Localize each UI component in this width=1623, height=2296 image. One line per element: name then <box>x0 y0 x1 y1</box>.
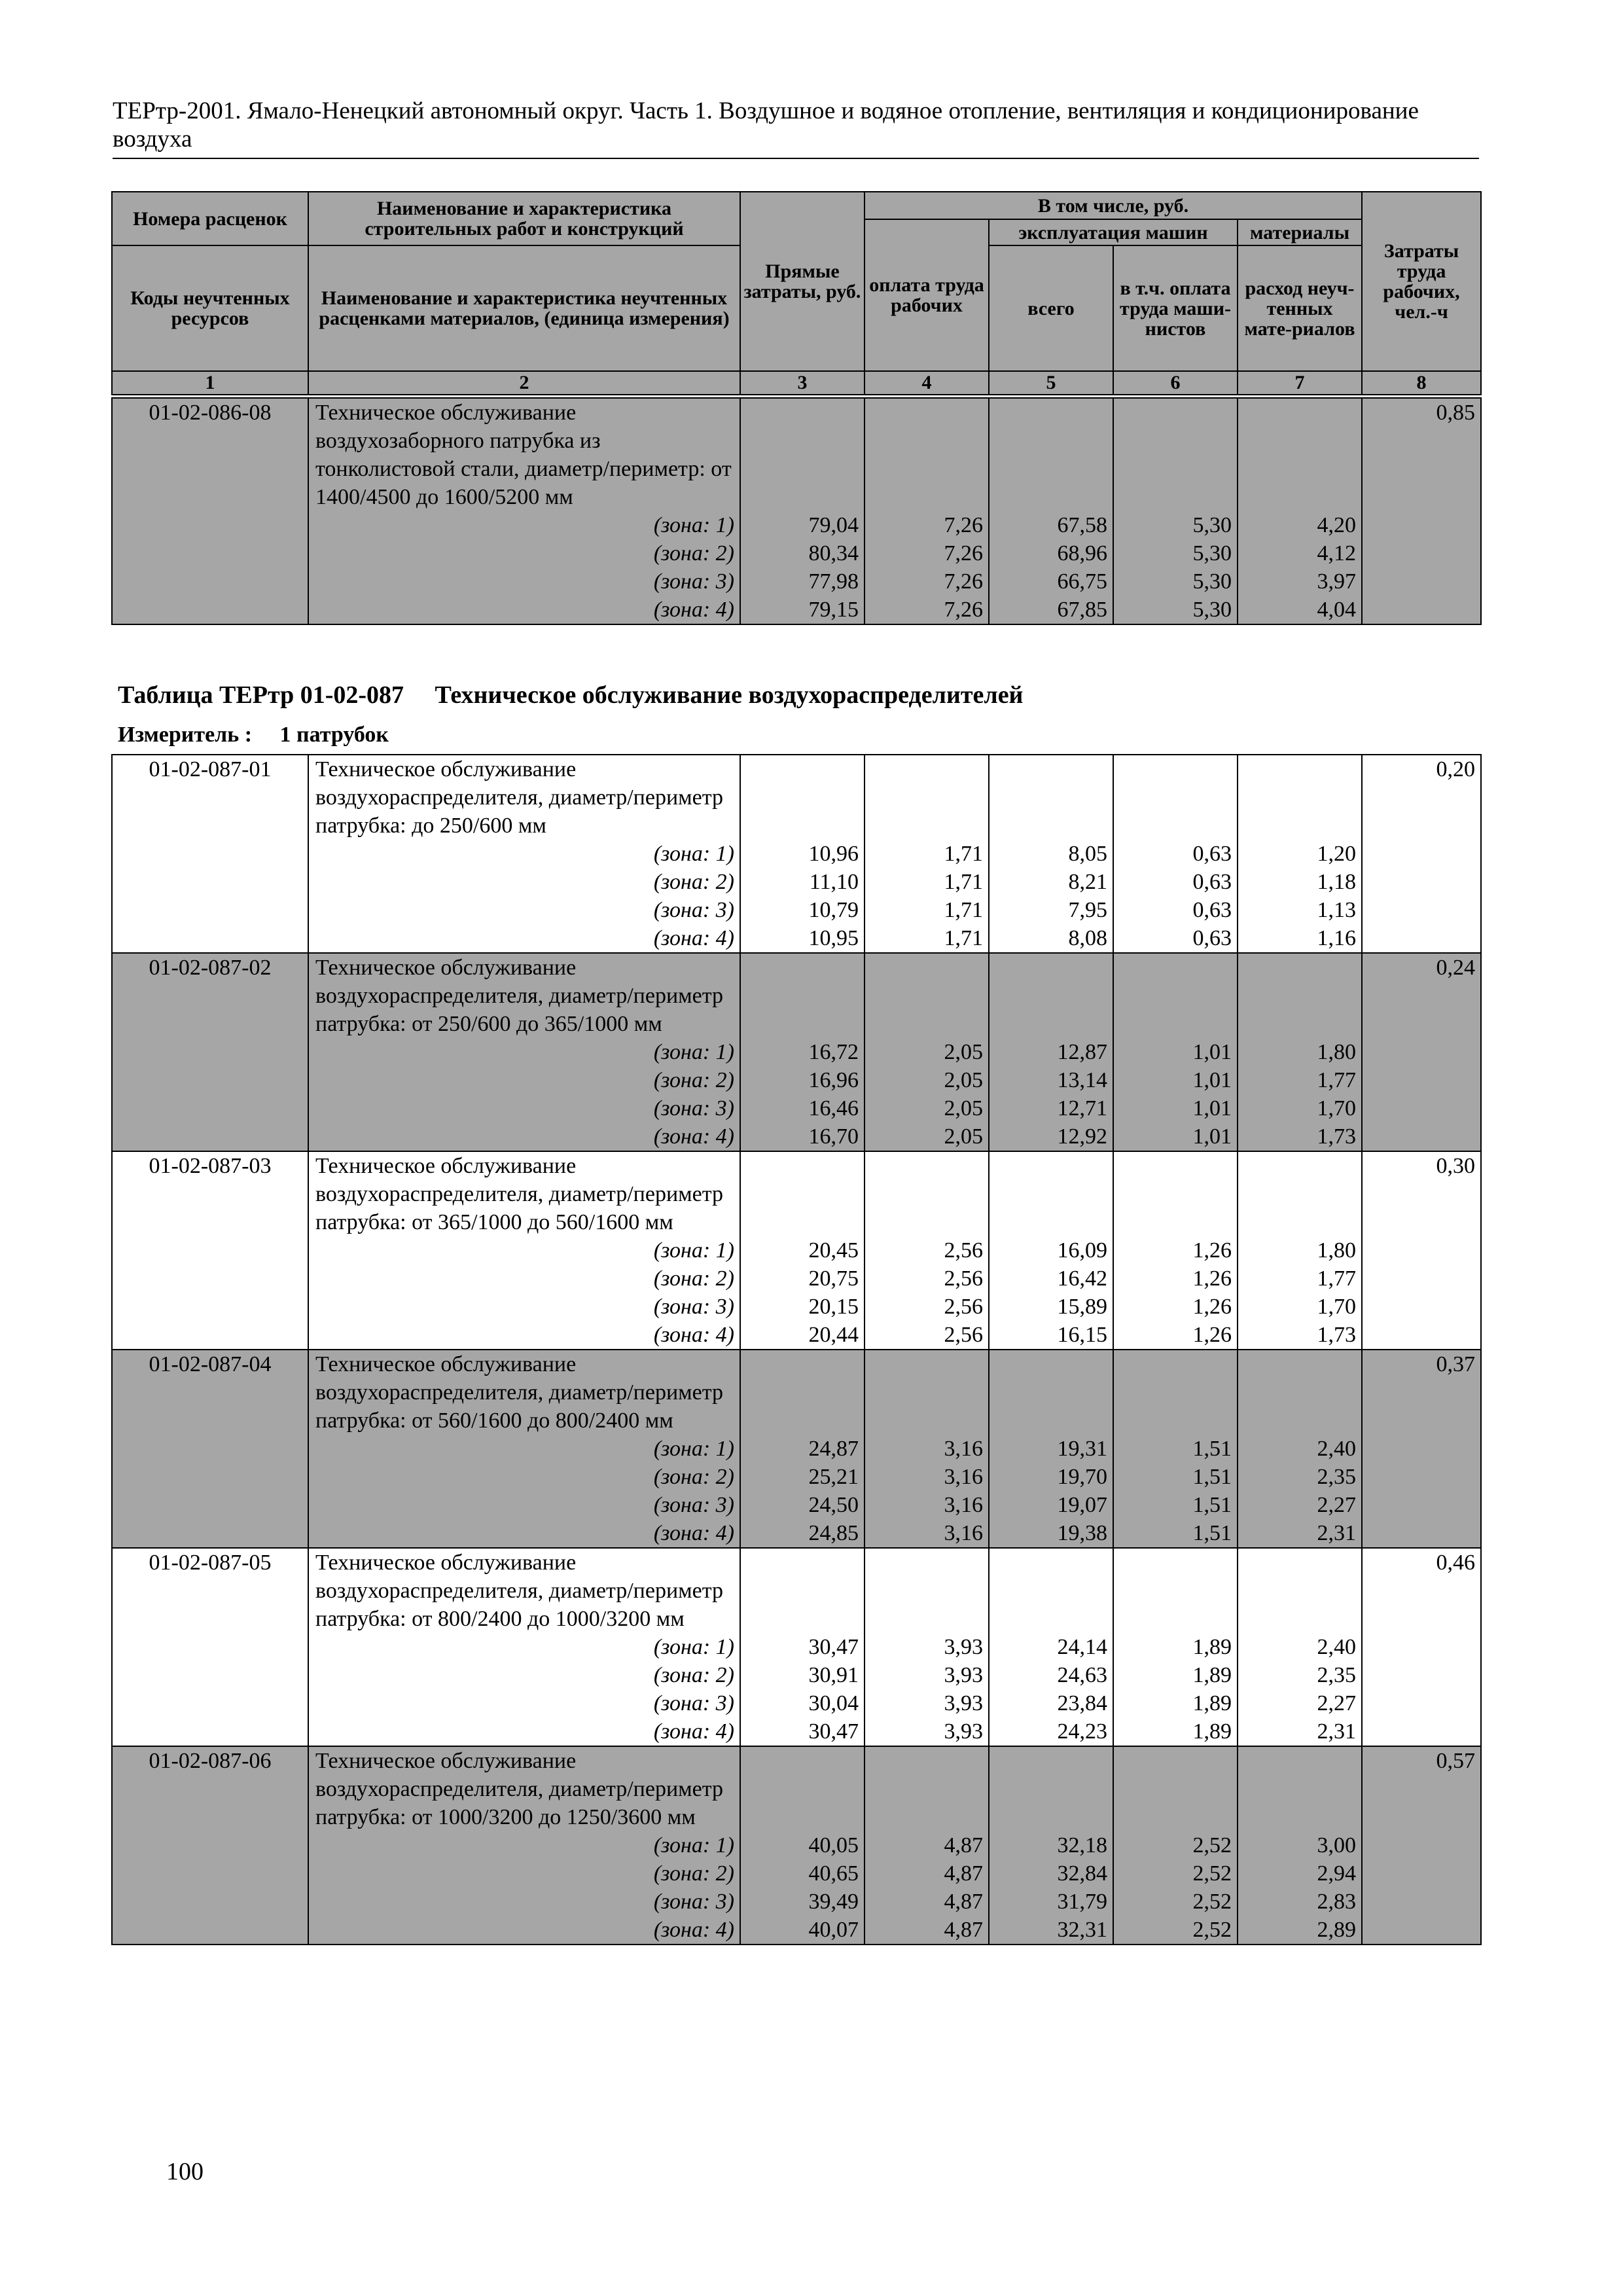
zone-value: 1,26 <box>1192 1323 1232 1347</box>
zone-value: 4,87 <box>944 1833 983 1857</box>
title-divider <box>113 158 1479 159</box>
column-number: 3 <box>740 371 865 395</box>
zone-value: 20,44 <box>808 1323 859 1347</box>
measurement-unit: Измеритель : 1 патрубок <box>118 723 389 747</box>
machinists-pay-cell <box>1113 755 1238 953</box>
zone-value: 1,13 <box>1317 898 1356 922</box>
zone-value: 0,63 <box>1192 842 1232 866</box>
zone-value: 2,05 <box>944 1040 983 1064</box>
zone-value: 1,70 <box>1317 1096 1356 1121</box>
zone-value: 5,30 <box>1192 569 1232 594</box>
zone-value: 16,15 <box>1057 1323 1107 1347</box>
rate-row <box>112 398 1481 624</box>
zone-value: 8,08 <box>1068 926 1107 950</box>
zone-value: 0,63 <box>1192 926 1232 950</box>
zone-value: 31,79 <box>1057 1890 1107 1914</box>
zone-value: 10,96 <box>808 842 859 866</box>
zone-value: 3,16 <box>944 1493 983 1517</box>
zone-value: 16,96 <box>808 1068 859 1092</box>
zone-value: 1,18 <box>1317 870 1356 894</box>
header-machines-total: всего <box>989 245 1113 371</box>
column-number: 4 <box>865 371 989 395</box>
zone-value: 3,16 <box>944 1437 983 1461</box>
zone-value: 32,18 <box>1057 1833 1107 1857</box>
zone-label: (зона: 3) <box>653 898 734 922</box>
zone-value: 1,01 <box>1192 1040 1232 1064</box>
labor-hours: 0,46 <box>1362 1548 1481 1746</box>
zone-value: 3,93 <box>944 1635 983 1659</box>
header-labor-hours: Затраты труда рабочих, чел.-ч <box>1362 192 1481 371</box>
zone-value: 79,04 <box>808 513 859 537</box>
zone-value: 24,85 <box>808 1521 859 1545</box>
zone-value: 3,16 <box>944 1521 983 1545</box>
zone-value: 1,71 <box>944 842 983 866</box>
zone-value: 67,85 <box>1057 598 1107 622</box>
zone-value: 39,49 <box>808 1890 859 1914</box>
zone-label: (зона: 4) <box>653 1719 734 1744</box>
zone-value: 4,87 <box>944 1918 983 1942</box>
zone-value: 67,58 <box>1057 513 1107 537</box>
machines-total-cell <box>989 755 1113 953</box>
zone-value: 1,80 <box>1317 1238 1356 1263</box>
rate-description: Техническое обслуживание воздухораспределителя, диаметр/периметр патрубка: от 365/1000 до 560/1600 мм <box>315 1154 724 1234</box>
zone-value: 16,09 <box>1057 1238 1107 1263</box>
direct-costs-cell <box>740 755 865 953</box>
zone-value: 77,98 <box>808 569 859 594</box>
rates-table-086 <box>111 397 1482 625</box>
zone-value: 1,70 <box>1317 1295 1356 1319</box>
rate-description: Техническое обслуживание воздухораспределителя, диаметр/периметр патрубка: от 250/600 до 365/1000 мм <box>315 956 724 1036</box>
zone-value: 25,21 <box>808 1465 859 1489</box>
zone-label: (зона: 1) <box>653 1635 734 1659</box>
rate-code: 01-02-087-02 <box>112 953 308 1151</box>
zone-value: 2,27 <box>1317 1493 1356 1517</box>
zone-label: (зона: 3) <box>653 1295 734 1319</box>
materials-cell <box>1238 755 1362 953</box>
zone-value: 1,51 <box>1192 1493 1232 1517</box>
zone-label: (зона: 4) <box>653 1918 734 1942</box>
zone-value: 1,51 <box>1192 1465 1232 1489</box>
zone-value: 8,21 <box>1068 870 1107 894</box>
labor-hours: 0,57 <box>1362 1746 1481 1945</box>
zone-value: 0,63 <box>1192 870 1232 894</box>
zone-value: 30,47 <box>808 1719 859 1744</box>
zone-value: 7,26 <box>944 541 983 565</box>
header-rate-numbers: Номера расценок <box>112 192 308 245</box>
zone-value: 10,79 <box>808 898 859 922</box>
rate-code: 01-02-087-01 <box>112 755 308 953</box>
zone-value: 2,40 <box>1317 1635 1356 1659</box>
zone-label: (зона: 3) <box>653 1890 734 1914</box>
zone-value: 2,27 <box>1317 1691 1356 1715</box>
labor-pay-cell <box>865 1548 989 1746</box>
zone-label: (зона: 1) <box>653 513 734 537</box>
zone-label: (зона: 2) <box>653 1861 734 1886</box>
zone-value: 2,52 <box>1192 1833 1232 1857</box>
zone-value: 4,20 <box>1317 513 1356 537</box>
header-including-group: В том числе, руб. <box>865 192 1362 219</box>
zone-value: 1,01 <box>1192 1096 1232 1121</box>
zone-label: (зона: 4) <box>653 1323 734 1347</box>
zone-value: 24,50 <box>808 1493 859 1517</box>
zone-value: 32,84 <box>1057 1861 1107 1886</box>
rate-description-cell <box>308 1548 740 1746</box>
zone-value: 2,31 <box>1317 1719 1356 1744</box>
materials-cell <box>1238 398 1362 624</box>
zone-value: 19,38 <box>1057 1521 1107 1545</box>
page-number: 100 <box>166 2158 204 2185</box>
zone-value: 30,91 <box>808 1663 859 1687</box>
zone-value: 1,01 <box>1192 1124 1232 1149</box>
direct-costs-cell <box>740 1151 865 1350</box>
zone-value: 1,89 <box>1192 1719 1232 1744</box>
header-materials: материалы <box>1238 219 1362 245</box>
zone-value: 8,05 <box>1068 842 1107 866</box>
zone-value: 1,73 <box>1317 1323 1356 1347</box>
zone-value: 79,15 <box>808 598 859 622</box>
materials-cell <box>1238 1151 1362 1350</box>
zone-value: 3,93 <box>944 1691 983 1715</box>
zone-value: 24,14 <box>1057 1635 1107 1659</box>
zone-value: 1,80 <box>1317 1040 1356 1064</box>
zone-value: 2,56 <box>944 1323 983 1347</box>
zone-value: 1,01 <box>1192 1068 1232 1092</box>
zone-value: 1,77 <box>1317 1266 1356 1291</box>
column-number: 8 <box>1362 371 1481 395</box>
zone-value: 24,63 <box>1057 1663 1107 1687</box>
zone-value: 11,10 <box>809 870 859 894</box>
zone-value: 3,93 <box>944 1719 983 1744</box>
zone-label: (зона: 1) <box>653 842 734 866</box>
machinists-pay-cell <box>1113 398 1238 624</box>
zone-label: (зона: 1) <box>653 1238 734 1263</box>
zone-value: 1,71 <box>944 870 983 894</box>
rate-description: Техническое обслуживание воздухозаборного патрубка из тонколистовой стали, диаметр/периметр: от 1400/4500 до 1600/5200 мм <box>315 401 732 509</box>
labor-hours: 0,24 <box>1362 953 1481 1151</box>
rate-description-cell <box>308 953 740 1151</box>
zone-value: 2,94 <box>1317 1861 1356 1886</box>
rate-description: Техническое обслуживание воздухораспределителя, диаметр/периметр патрубка: от 560/1600 до 800/2400 мм <box>315 1352 724 1433</box>
rate-row <box>112 953 1481 1151</box>
zone-value: 40,05 <box>808 1833 859 1857</box>
zone-value: 24,87 <box>808 1437 859 1461</box>
zone-label: (зона: 4) <box>653 926 734 950</box>
zone-value: 68,96 <box>1057 541 1107 565</box>
zone-label: (зона: 2) <box>653 870 734 894</box>
zone-value: 2,52 <box>1192 1890 1232 1914</box>
direct-costs-cell <box>740 1548 865 1746</box>
zone-value: 12,87 <box>1057 1040 1107 1064</box>
zone-value: 7,95 <box>1068 898 1107 922</box>
zone-value: 2,89 <box>1317 1918 1356 1942</box>
labor-hours: 0,20 <box>1362 755 1481 953</box>
zone-label: (зона: 3) <box>653 1691 734 1715</box>
zone-label: (зона: 2) <box>653 541 734 565</box>
labor-hours: 0,30 <box>1362 1151 1481 1350</box>
zone-value: 2,40 <box>1317 1437 1356 1461</box>
zone-value: 4,12 <box>1317 541 1356 565</box>
rate-code: 01-02-087-04 <box>112 1350 308 1548</box>
labor-pay-cell <box>865 953 989 1151</box>
zone-value: 1,51 <box>1192 1437 1232 1461</box>
zone-value: 40,65 <box>808 1861 859 1886</box>
zone-value: 5,30 <box>1192 541 1232 565</box>
materials-cell <box>1238 1746 1362 1945</box>
zone-label: (зона: 4) <box>653 598 734 622</box>
zone-value: 1,71 <box>944 926 983 950</box>
zone-label: (зона: 3) <box>653 1096 734 1121</box>
zone-value: 2,56 <box>944 1238 983 1263</box>
rate-row <box>112 1746 1481 1945</box>
zone-value: 2,52 <box>1192 1861 1232 1886</box>
header-work-name: Наименование и характеристика строительных работ и конструкций <box>308 192 740 245</box>
zone-value: 3,00 <box>1317 1833 1356 1857</box>
machines-total-cell <box>989 1548 1113 1746</box>
zone-label: (зона: 2) <box>653 1266 734 1291</box>
zone-value: 7,26 <box>944 569 983 594</box>
column-number: 6 <box>1113 371 1238 395</box>
rate-description-cell <box>308 1151 740 1350</box>
zone-value: 1,89 <box>1192 1663 1232 1687</box>
rate-description: Техническое обслуживание воздухораспределителя, диаметр/периметр патрубка: до 250/600 мм <box>315 757 724 838</box>
zone-value: 1,51 <box>1192 1521 1232 1545</box>
table-caption: Таблица ТЕРтр 01-02-087 Техническое обслуживание воздухораспределителей <box>118 681 1024 709</box>
zone-value: 32,31 <box>1057 1918 1107 1942</box>
machinists-pay-cell <box>1113 1350 1238 1548</box>
zone-value: 2,05 <box>944 1124 983 1149</box>
zone-value: 3,16 <box>944 1465 983 1489</box>
rate-description-cell <box>308 1746 740 1945</box>
machinists-pay-cell <box>1113 1548 1238 1746</box>
zone-value: 24,23 <box>1057 1719 1107 1744</box>
zone-value: 2,35 <box>1317 1465 1356 1489</box>
zone-label: (зона: 3) <box>653 1493 734 1517</box>
machinists-pay-cell <box>1113 953 1238 1151</box>
zone-label: (зона: 2) <box>653 1068 734 1092</box>
zone-value: 12,92 <box>1057 1124 1107 1149</box>
zone-value: 16,42 <box>1057 1266 1107 1291</box>
zone-value: 1,89 <box>1192 1635 1232 1659</box>
rate-row <box>112 755 1481 953</box>
zone-value: 2,05 <box>944 1068 983 1092</box>
machinists-pay-cell <box>1113 1151 1238 1350</box>
rate-description-cell <box>308 755 740 953</box>
column-number: 5 <box>989 371 1113 395</box>
zone-value: 15,89 <box>1057 1295 1107 1319</box>
zone-value: 1,20 <box>1317 842 1356 866</box>
machines-total-cell <box>989 1746 1113 1945</box>
zone-value: 4,87 <box>944 1861 983 1886</box>
zone-label: (зона: 1) <box>653 1040 734 1064</box>
zone-value: 19,70 <box>1057 1465 1107 1489</box>
materials-cell <box>1238 1548 1362 1746</box>
zone-value: 5,30 <box>1192 513 1232 537</box>
zone-value: 20,15 <box>808 1295 859 1319</box>
rate-description-cell <box>308 398 740 624</box>
zone-value: 16,70 <box>808 1124 859 1149</box>
zone-value: 12,71 <box>1057 1096 1107 1121</box>
zone-label: (зона: 2) <box>653 1465 734 1489</box>
direct-costs-cell <box>740 953 865 1151</box>
zone-value: 66,75 <box>1057 569 1107 594</box>
labor-pay-cell <box>865 1350 989 1548</box>
zone-value: 7,26 <box>944 598 983 622</box>
header-unaccounted-codes: Коды неучтенных ресурсов <box>112 245 308 371</box>
zone-value: 20,45 <box>808 1238 859 1263</box>
zone-label: (зона: 2) <box>653 1663 734 1687</box>
zone-value: 23,84 <box>1057 1691 1107 1715</box>
labor-pay-cell <box>865 755 989 953</box>
zone-value: 19,07 <box>1057 1493 1107 1517</box>
rate-row <box>112 1151 1481 1350</box>
zone-value: 10,95 <box>808 926 859 950</box>
zone-label: (зона: 1) <box>653 1833 734 1857</box>
zone-label: (зона: 4) <box>653 1124 734 1149</box>
zone-value: 4,04 <box>1317 598 1356 622</box>
materials-cell <box>1238 1350 1362 1548</box>
header-machine-operation: эксплуатация машин <box>989 219 1238 245</box>
machines-total-cell <box>989 1151 1113 1350</box>
zone-value: 0,63 <box>1192 898 1232 922</box>
zone-value: 30,04 <box>808 1691 859 1715</box>
rate-code: 01-02-087-05 <box>112 1548 308 1746</box>
rate-code: 01-02-087-06 <box>112 1746 308 1945</box>
zone-value: 1,77 <box>1317 1068 1356 1092</box>
zone-value: 16,72 <box>808 1040 859 1064</box>
labor-pay-cell <box>865 398 989 624</box>
zone-label: (зона: 4) <box>653 1521 734 1545</box>
rate-row <box>112 1548 1481 1746</box>
zone-value: 80,34 <box>808 541 859 565</box>
zone-value: 4,87 <box>944 1890 983 1914</box>
zone-value: 30,47 <box>808 1635 859 1659</box>
zone-value: 3,93 <box>944 1663 983 1687</box>
direct-costs-cell <box>740 398 865 624</box>
machinists-pay-cell <box>1113 1746 1238 1945</box>
zone-value: 2,35 <box>1317 1663 1356 1687</box>
zone-label: (зона: 1) <box>653 1437 734 1461</box>
labor-pay-cell <box>865 1151 989 1350</box>
zone-value: 20,75 <box>808 1266 859 1291</box>
labor-hours: 0,85 <box>1362 398 1481 624</box>
zone-value: 2,31 <box>1317 1521 1356 1545</box>
rate-description: Техническое обслуживание воздухораспределителя, диаметр/периметр патрубка: от 800/2400 до 1000/3200 мм <box>315 1551 724 1631</box>
rate-description-cell <box>308 1350 740 1548</box>
zone-value: 40,07 <box>808 1918 859 1942</box>
zone-value: 1,73 <box>1317 1124 1356 1149</box>
zone-value: 1,16 <box>1317 926 1356 950</box>
zone-value: 2,05 <box>944 1096 983 1121</box>
document-title: ТЕРтр-2001. Ямало-Ненецкий автономный округ. Часть 1. Воздушное и водяное отопление, вентиляция и кондиционирование воздуха <box>113 98 1419 152</box>
header-material-consumption: расход неуч-тенных мате-риалов <box>1238 245 1362 371</box>
zone-value: 1,89 <box>1192 1691 1232 1715</box>
header-unaccounted-materials: Наименование и характеристика неучтенных расценками материалов, (единица измерения) <box>308 245 740 371</box>
rate-row <box>112 1350 1481 1548</box>
zone-value: 7,26 <box>944 513 983 537</box>
zone-value: 16,46 <box>808 1096 859 1121</box>
machines-total-cell <box>989 953 1113 1151</box>
machines-total-cell <box>989 1350 1113 1548</box>
zone-value: 5,30 <box>1192 598 1232 622</box>
direct-costs-cell <box>740 1350 865 1548</box>
zone-value: 2,56 <box>944 1266 983 1291</box>
zone-value: 1,26 <box>1192 1238 1232 1263</box>
rate-code: 01-02-086-08 <box>112 398 308 624</box>
rate-description: Техническое обслуживание воздухораспределителя, диаметр/периметр патрубка: от 1000/3200 до 1250/3600 мм <box>315 1749 724 1829</box>
column-number: 1 <box>112 371 308 395</box>
zone-value: 2,52 <box>1192 1918 1232 1942</box>
zone-value: 13,14 <box>1057 1068 1107 1092</box>
header-labor-pay: оплата труда рабочих <box>865 219 989 371</box>
column-number: 2 <box>308 371 740 395</box>
zone-value: 3,97 <box>1317 569 1356 594</box>
rate-code: 01-02-087-03 <box>112 1151 308 1350</box>
column-number-row <box>112 371 1481 395</box>
column-header-table <box>111 191 1482 395</box>
zone-value: 2,83 <box>1317 1890 1356 1914</box>
zone-value: 2,56 <box>944 1295 983 1319</box>
direct-costs-cell <box>740 1746 865 1945</box>
zone-value: 19,31 <box>1057 1437 1107 1461</box>
labor-hours: 0,37 <box>1362 1350 1481 1548</box>
zone-value: 1,26 <box>1192 1295 1232 1319</box>
materials-cell <box>1238 953 1362 1151</box>
machines-total-cell <box>989 398 1113 624</box>
zone-value: 1,71 <box>944 898 983 922</box>
header-machinists-pay: в т.ч. оплата труда маши-нистов <box>1113 245 1238 371</box>
rates-table-087 <box>111 754 1482 1945</box>
zone-label: (зона: 3) <box>653 569 734 594</box>
labor-pay-cell <box>865 1746 989 1945</box>
column-number: 7 <box>1238 371 1362 395</box>
header-direct-costs: Прямые затраты, руб. <box>740 192 865 371</box>
zone-value: 1,26 <box>1192 1266 1232 1291</box>
